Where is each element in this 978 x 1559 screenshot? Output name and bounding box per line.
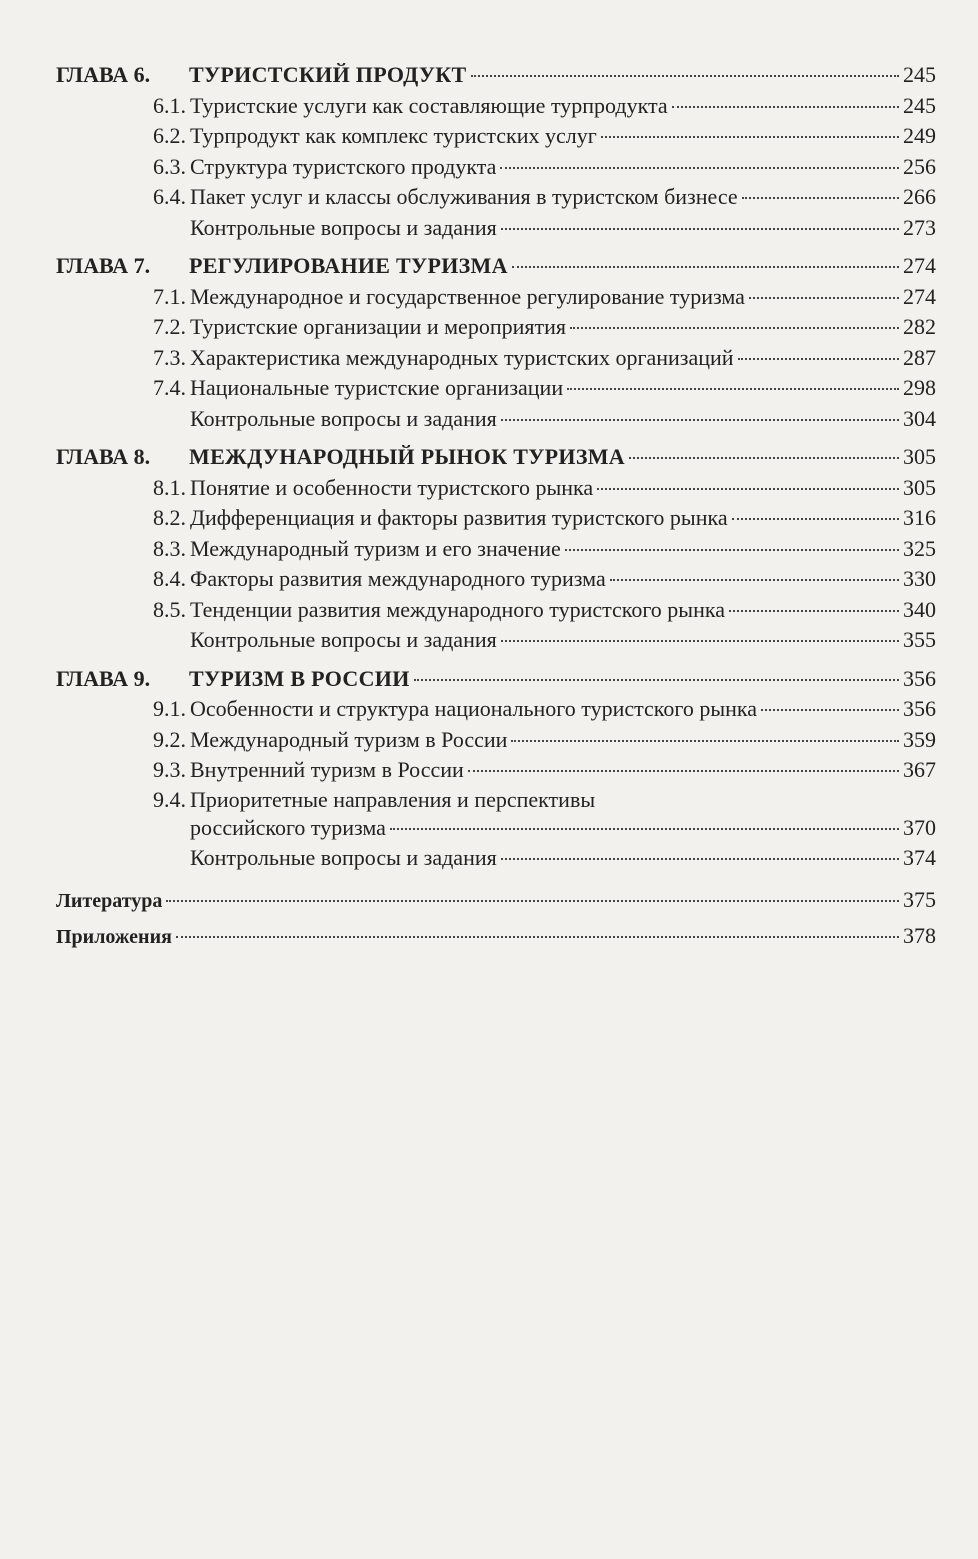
chapter-heading[interactable] bbox=[56, 442, 936, 473]
page-number: 356 bbox=[903, 665, 936, 691]
section-title: Дифференциация и факторы развития туристского рынка bbox=[190, 505, 728, 530]
table-of-contents bbox=[56, 60, 936, 954]
chapter-title: ТУРИСТСКИЙ ПРОДУКТ bbox=[189, 62, 467, 87]
section-number: 9.3. bbox=[153, 757, 186, 782]
section-row[interactable] bbox=[56, 473, 936, 504]
chapter-label: ГЛАВА 9. bbox=[56, 665, 151, 691]
chapter-heading[interactable] bbox=[56, 664, 936, 695]
dot-leader bbox=[511, 738, 899, 742]
page-number: 298 bbox=[903, 375, 936, 400]
page-number: 374 bbox=[903, 845, 936, 870]
section-number: 8.2. bbox=[153, 505, 186, 530]
section-title: Пакет услуг и классы обслуживания в туристском бизнесе bbox=[190, 184, 738, 209]
appendix-title: Приложения bbox=[56, 925, 172, 948]
chapter-heading[interactable] bbox=[56, 60, 936, 91]
dot-leader bbox=[610, 577, 899, 581]
page-number: 305 bbox=[903, 474, 936, 500]
section-number: 7.4. bbox=[153, 375, 186, 400]
page-number: 245 bbox=[903, 62, 936, 87]
dot-leader bbox=[390, 826, 899, 830]
section-title: Туристские организации и мероприятия bbox=[190, 314, 566, 339]
section-row[interactable] bbox=[56, 282, 936, 313]
dot-leader bbox=[742, 195, 899, 199]
section-number: 6.1. bbox=[153, 92, 186, 118]
page-number: 356 bbox=[903, 696, 936, 721]
section-row[interactable] bbox=[56, 312, 936, 343]
page-number: 245 bbox=[903, 92, 936, 118]
section-row[interactable] bbox=[56, 373, 936, 404]
chapter-label: ГЛАВА 8. bbox=[56, 444, 151, 469]
chapter-label: ГЛАВА 7. bbox=[56, 253, 151, 278]
section-row[interactable] bbox=[56, 595, 936, 626]
page-number: 375 bbox=[903, 886, 936, 912]
section-row-questions[interactable] bbox=[56, 404, 936, 435]
section-number: 8.3. bbox=[153, 535, 186, 561]
chapter-title: ТУРИЗМ В РОССИИ bbox=[189, 665, 410, 691]
section-row[interactable] bbox=[56, 152, 936, 183]
section-row-questions[interactable] bbox=[56, 625, 936, 656]
page-number: 340 bbox=[903, 596, 936, 622]
page-number: 330 bbox=[903, 566, 936, 591]
dot-leader bbox=[570, 325, 899, 329]
page-number: 304 bbox=[903, 405, 936, 431]
chapter-9 bbox=[56, 664, 936, 874]
section-title: Контрольные вопросы и задания bbox=[190, 627, 497, 652]
dot-leader bbox=[601, 134, 899, 138]
page-number: 274 bbox=[903, 283, 936, 309]
section-title: Контрольные вопросы и задания bbox=[190, 405, 497, 431]
page-number: 378 bbox=[903, 922, 936, 948]
dot-leader bbox=[500, 165, 899, 169]
section-title-continued: российского туризма bbox=[190, 814, 386, 840]
dot-leader bbox=[567, 386, 899, 390]
dot-leader bbox=[761, 707, 899, 711]
section-title: Контрольные вопросы и задания bbox=[190, 845, 497, 870]
page-number: 325 bbox=[903, 535, 936, 561]
dot-leader bbox=[729, 608, 899, 612]
section-row[interactable] bbox=[56, 503, 936, 534]
section-row[interactable] bbox=[56, 343, 936, 374]
section-title: Туристские услуги как составляющие турпродукта bbox=[190, 92, 668, 118]
dot-leader bbox=[672, 104, 899, 108]
section-title: Международный туризм в России bbox=[190, 726, 508, 752]
section-title: Характеристика международных туристских организаций bbox=[190, 344, 734, 370]
section-number: 9.4. bbox=[153, 786, 186, 812]
section-number: 9.1. bbox=[153, 696, 186, 721]
chapter-7 bbox=[56, 251, 936, 434]
section-number: 8.5. bbox=[153, 596, 186, 622]
section-title: Контрольные вопросы и задания bbox=[190, 214, 497, 240]
dot-leader bbox=[501, 638, 899, 642]
section-title: Структура туристского продукта bbox=[190, 153, 497, 179]
section-row[interactable] bbox=[56, 91, 936, 122]
page-number: 266 bbox=[903, 184, 936, 209]
section-number: 7.2. bbox=[153, 314, 186, 339]
section-row[interactable] bbox=[56, 182, 936, 213]
page-number: 287 bbox=[903, 344, 936, 370]
page-number: 316 bbox=[903, 505, 936, 530]
dot-leader bbox=[414, 677, 899, 681]
chapter-title: РЕГУЛИРОВАНИЕ ТУРИЗМА bbox=[189, 253, 508, 278]
section-row-line1[interactable] bbox=[56, 786, 936, 813]
dot-leader bbox=[565, 547, 899, 551]
section-row[interactable] bbox=[56, 755, 936, 786]
section-number: 6.2. bbox=[153, 123, 186, 148]
literature-row[interactable] bbox=[56, 882, 936, 918]
section-row[interactable] bbox=[56, 694, 936, 725]
section-number: 6.4. bbox=[153, 184, 186, 209]
section-title: Особенности и структура национального туристского рынка bbox=[190, 696, 757, 721]
dot-leader bbox=[471, 73, 899, 77]
dot-leader bbox=[468, 768, 899, 772]
chapter-title: МЕЖДУНАРОДНЫЙ РЫНОК ТУРИЗМА bbox=[189, 444, 625, 469]
page-number: 355 bbox=[903, 627, 936, 652]
section-row[interactable] bbox=[56, 121, 936, 152]
section-title: Турпродукт как комплекс туристских услуг bbox=[190, 123, 597, 148]
dot-leader bbox=[501, 417, 899, 421]
section-row[interactable] bbox=[56, 534, 936, 565]
chapter-heading[interactable] bbox=[56, 251, 936, 282]
section-row-questions[interactable] bbox=[56, 843, 936, 874]
chapter-label: ГЛАВА 6. bbox=[56, 62, 151, 87]
section-number: 8.4. bbox=[153, 566, 186, 591]
section-title: Международное и государственное регулирование туризма bbox=[190, 283, 745, 309]
section-number: 6.3. bbox=[153, 153, 186, 179]
section-number: 7.1. bbox=[153, 283, 186, 309]
chapter-8 bbox=[56, 442, 936, 656]
section-number: 9.2. bbox=[153, 726, 186, 752]
appendix-row[interactable] bbox=[56, 918, 936, 954]
page-number: 370 bbox=[903, 814, 936, 840]
page-number: 367 bbox=[903, 757, 936, 782]
dot-leader bbox=[738, 356, 899, 360]
page-number: 249 bbox=[903, 123, 936, 148]
page-number: 359 bbox=[903, 726, 936, 752]
section-title: Факторы развития международного туризма bbox=[190, 566, 606, 591]
section-number: 8.1. bbox=[153, 474, 186, 500]
dot-leader bbox=[176, 934, 899, 938]
dot-leader bbox=[597, 486, 899, 490]
section-title: Национальные туристские организации bbox=[190, 375, 564, 400]
page-number: 282 bbox=[903, 314, 936, 339]
section-title: Международный туризм и его значение bbox=[190, 535, 561, 561]
section-row[interactable] bbox=[56, 725, 936, 756]
page-number: 274 bbox=[903, 253, 936, 278]
section-row[interactable] bbox=[56, 564, 936, 595]
page-number: 305 bbox=[903, 444, 936, 469]
dot-leader bbox=[501, 226, 899, 230]
literature-title: Литература bbox=[56, 889, 163, 912]
section-row-questions[interactable] bbox=[56, 213, 936, 244]
section-number: 7.3. bbox=[153, 344, 186, 370]
dot-leader bbox=[512, 264, 899, 268]
section-title: Внутренний туризм в России bbox=[190, 757, 464, 782]
page-number: 256 bbox=[903, 153, 936, 179]
dot-leader bbox=[732, 516, 899, 520]
dot-leader bbox=[629, 455, 899, 459]
section-title: Тенденции развития международного туристского рынка bbox=[190, 596, 725, 622]
section-row-line2[interactable] bbox=[56, 813, 936, 844]
dot-leader bbox=[749, 295, 899, 299]
chapter-6 bbox=[56, 60, 936, 243]
dot-leader bbox=[501, 856, 899, 860]
dot-leader bbox=[166, 898, 899, 902]
section-title: Понятие и особенности туристского рынка bbox=[190, 474, 594, 500]
section-title: Приоритетные направления и перспективы bbox=[190, 786, 596, 812]
page-number: 273 bbox=[903, 214, 936, 240]
